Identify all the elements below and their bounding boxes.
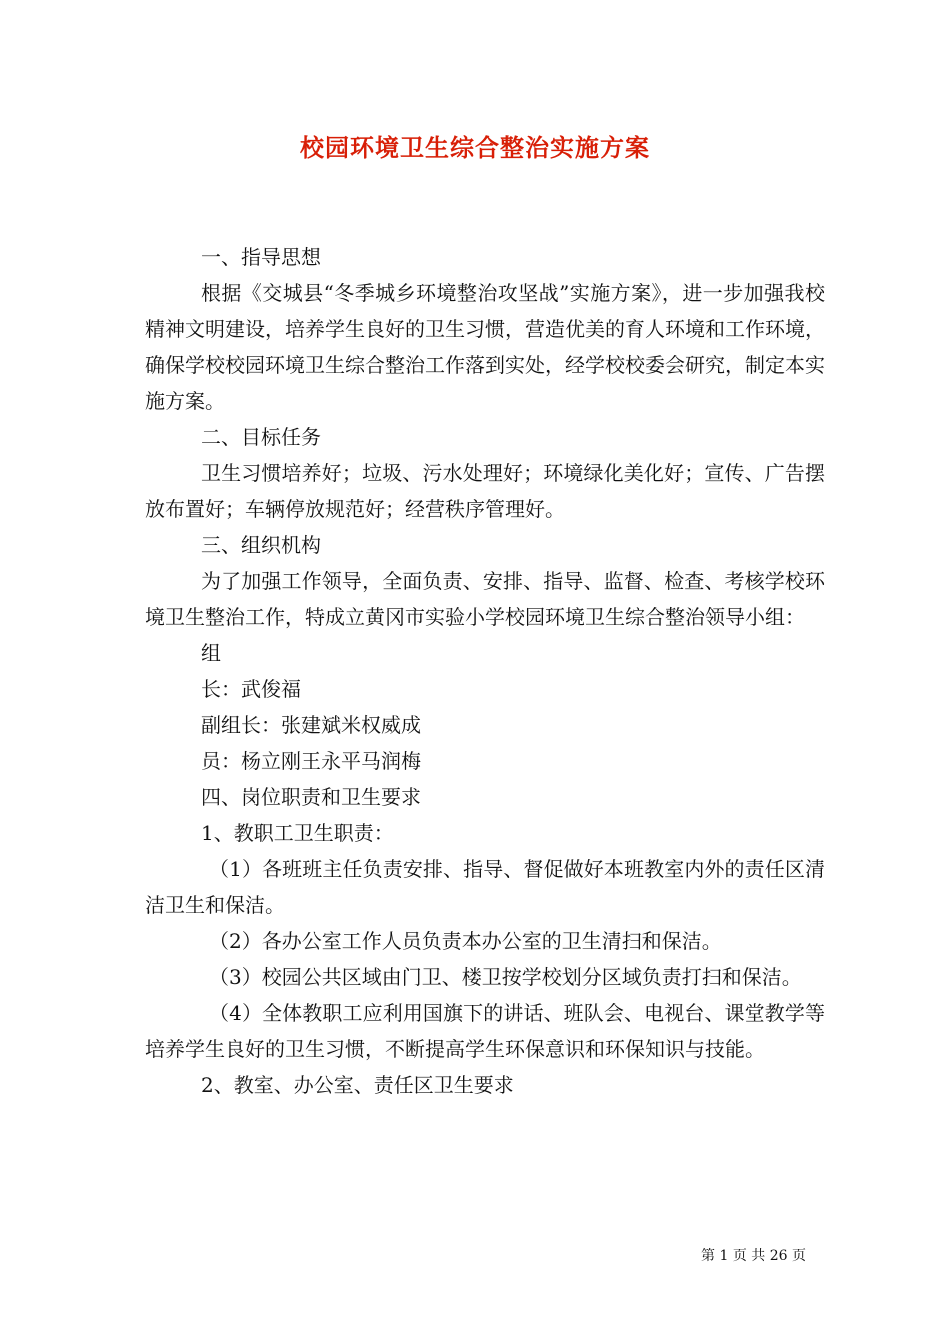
duty-item-3: （3）校园公共区域由门卫、楼卫按学校划分区域负责打扫和保洁。 bbox=[209, 965, 802, 989]
section-heading-3: 三、组织机构 bbox=[201, 533, 321, 557]
subsection-heading-1: 1、教职工卫生职责： bbox=[201, 821, 394, 845]
subsection-heading-2: 2、教室、办公室、责任区卫生要求 bbox=[201, 1073, 514, 1097]
member-line-deputy: 副组长：张建斌米权威成 bbox=[201, 713, 421, 737]
section-heading-2: 二、目标任务 bbox=[201, 425, 321, 449]
duty-item-4: （4）全体教职工应利用国旗下的讲话、班队会、电视台、课堂教学等培养学生良好的卫生习惯，不断提高学生环保意识和环保知识与技能。 bbox=[145, 1001, 825, 1061]
paragraph-organization: 为了加强工作领导，全面负责、安排、指导、监督、检查、考核学校环境卫生整治工作，特成立黄冈市实验小学校园环境卫生综合整治领导小组： bbox=[145, 569, 825, 629]
duty-item-1: （1）各班班主任负责安排、指导、督促做好本班教室内外的责任区清洁卫生和保洁。 bbox=[145, 857, 825, 917]
document-title: 校园环境卫生综合整治实施方案 bbox=[300, 133, 650, 162]
member-line-leader: 长：武俊福 bbox=[201, 677, 301, 701]
member-line-group: 组 bbox=[201, 641, 221, 665]
page-footer: 第 1 页 共 26 页 bbox=[701, 1248, 806, 1264]
member-line-members: 员：杨立刚王永平马润梅 bbox=[201, 749, 421, 773]
paragraph-guiding-thought: 根据《交城县“冬季城乡环境整治攻坚战”实施方案》，进一步加强我校精神文明建设，培养学生良好的卫生习惯，营造优美的育人环境和工作环境，确保学校校园环境卫生综合整治工作落到实处，经学校校委会研究，制定本实施方案。 bbox=[145, 281, 825, 413]
section-heading-4: 四、岗位职责和卫生要求 bbox=[201, 785, 421, 809]
document-body bbox=[145, 239, 825, 1103]
section-heading-1: 一、指导思想 bbox=[201, 245, 321, 269]
paragraph-goals: 卫生习惯培养好；垃圾、污水处理好；环境绿化美化好；宣传、广告摆放布置好；车辆停放规范好；经营秩序管理好。 bbox=[145, 461, 825, 521]
duty-item-2: （2）各办公室工作人员负责本办公室的卫生清扫和保洁。 bbox=[209, 929, 722, 953]
